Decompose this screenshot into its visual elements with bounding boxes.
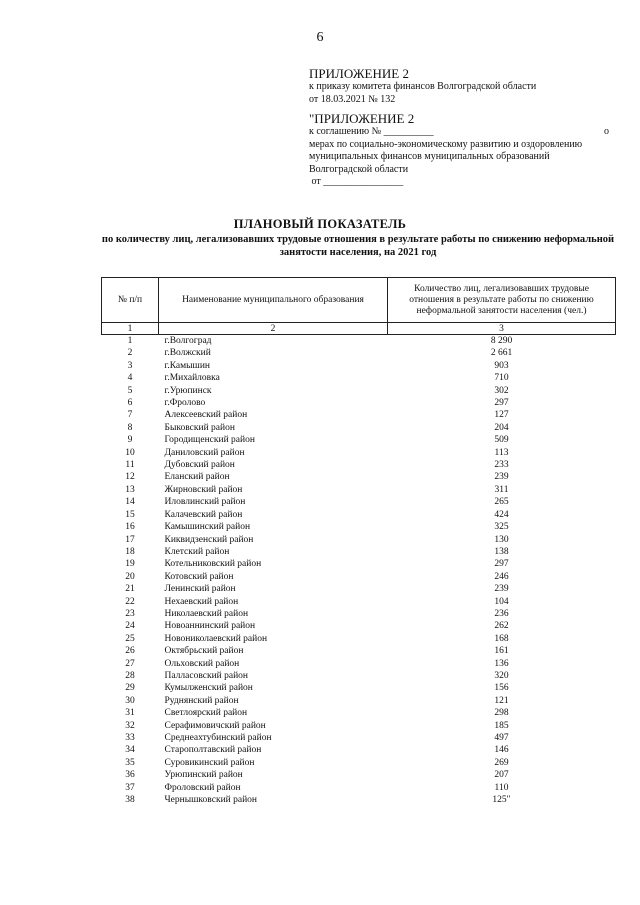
row-index: 10 [125, 447, 135, 458]
row-index: 22 [125, 596, 135, 607]
agreement-subject-line2: муниципальных финансов муниципальных образований [309, 151, 550, 162]
row-value: 710 [494, 373, 509, 384]
row-index: 24 [125, 621, 135, 632]
row-value: 161 [494, 646, 509, 657]
row-index: 13 [125, 484, 135, 495]
table-row [102, 558, 616, 570]
header-municipality: Наименование муниципального образования [159, 278, 388, 323]
row-value: 325 [494, 522, 509, 533]
table-row [102, 682, 616, 694]
table-row [102, 546, 616, 558]
row-value: 168 [494, 633, 509, 644]
appendix-order-date: от 18.03.2021 № 132 [309, 93, 396, 105]
row-municipality: Урюпинский район [164, 770, 243, 781]
row-value: 146 [494, 745, 509, 756]
row-index: 3 [127, 360, 133, 371]
table-row [102, 620, 616, 632]
row-index: 30 [125, 695, 135, 706]
row-index: 33 [125, 733, 135, 743]
table-row [102, 471, 616, 483]
row-value: 104 [494, 596, 509, 607]
table-row [102, 496, 616, 508]
row-value: 239 [494, 472, 509, 483]
row-index: 28 [125, 670, 135, 681]
row-municipality: Октябрьский район [164, 646, 244, 657]
row-municipality: Камышинский район [164, 522, 251, 533]
row-index: 38 [125, 795, 135, 806]
row-value: 302 [494, 385, 509, 396]
table-row [102, 521, 616, 533]
header-count: Количество лиц, легализовавших трудовые отношения в результате работы по снижению неформальной занятости населения (чел.) [388, 278, 616, 323]
row-index: 16 [125, 522, 135, 533]
table-row [102, 645, 616, 657]
table-row [102, 782, 616, 794]
row-value: 125" [492, 795, 511, 806]
row-value: 207 [494, 770, 509, 781]
row-index: 15 [125, 509, 135, 520]
agreement-date-line: от ________________ [309, 176, 404, 187]
row-value: 265 [494, 497, 509, 508]
row-index: 5 [127, 385, 133, 396]
row-municipality: Даниловский район [164, 447, 245, 458]
row-municipality: Чернышковский район [164, 795, 257, 806]
row-value: 121 [494, 695, 509, 706]
table-row [102, 744, 616, 756]
table-row [102, 633, 616, 645]
row-municipality: Новоаннинский район [164, 621, 256, 632]
row-index: 6 [127, 398, 133, 409]
row-index: 4 [127, 373, 133, 384]
row-index: 18 [125, 546, 135, 557]
row-municipality: Городищенский район [164, 435, 255, 446]
row-value: 903 [494, 360, 509, 371]
row-index: 14 [125, 497, 135, 508]
row-municipality: Фроловский район [164, 782, 241, 793]
row-value: 269 [494, 757, 509, 768]
row-municipality: г.Фролово [164, 398, 206, 409]
table-row [102, 372, 616, 384]
row-municipality: Дубовский район [164, 460, 235, 471]
table-row [102, 757, 616, 769]
row-municipality: Быковский район [164, 422, 235, 433]
row-index: 27 [125, 658, 135, 669]
table-row [102, 608, 616, 620]
document-title: ПЛАНОВЫЙ ПОКАЗАТЕЛЬ [233, 217, 407, 231]
row-municipality: Светлоярский район [164, 708, 248, 719]
row-value: 130 [494, 534, 509, 545]
row-value: 246 [494, 571, 509, 582]
appendix-title: ПРИЛОЖЕНИЕ 2 [309, 66, 409, 81]
row-municipality: г.Волжский [164, 348, 211, 359]
table-row [102, 720, 616, 732]
row-index: 11 [125, 460, 135, 471]
table-body [102, 335, 616, 807]
row-value: 497 [494, 733, 509, 743]
row-index: 37 [125, 782, 135, 793]
row-municipality: Руднянский район [164, 695, 239, 706]
table-row [102, 409, 616, 421]
table-row [102, 794, 616, 806]
row-value: 138 [494, 546, 509, 557]
row-index: 32 [125, 720, 135, 731]
row-index: 29 [125, 683, 135, 694]
row-index: 36 [125, 770, 135, 781]
table-row [102, 422, 616, 434]
table-row [102, 484, 616, 496]
document-subtitle: по количеству лиц, легализовавших трудовые отношения в результате работы по снижению неформальной занятости населения, на 2021 год [101, 234, 615, 258]
appendix-title-quoted: "ПРИЛОЖЕНИЕ 2 [309, 111, 415, 126]
page-number: 6 [316, 30, 324, 45]
row-value: 136 [494, 658, 509, 669]
col-number-2: 2 [159, 323, 388, 335]
row-municipality: Ольховский район [164, 658, 240, 669]
row-municipality: г.Михайловка [164, 373, 220, 384]
table-row [102, 397, 616, 409]
table-row [102, 447, 616, 459]
table-row [102, 434, 616, 446]
table-row [102, 596, 616, 608]
row-municipality: Алексеевский район [164, 410, 248, 421]
row-municipality: г.Волгоград [164, 336, 212, 346]
table-row [102, 335, 616, 348]
table-row [102, 385, 616, 397]
row-index: 34 [125, 745, 135, 756]
table-row [102, 732, 616, 744]
appendix-order-line: к приказу комитета финансов Волгоградской области [309, 81, 537, 92]
table-row [102, 571, 616, 583]
row-municipality: Иловлинский район [164, 497, 246, 508]
row-municipality: Серафимовичский район [164, 720, 266, 731]
row-index: 19 [125, 559, 135, 570]
row-municipality: Киквидзенский район [164, 534, 254, 545]
table-row [102, 459, 616, 471]
row-index: 20 [125, 571, 135, 582]
row-index: 2 [127, 348, 133, 359]
row-value: 239 [494, 584, 509, 595]
row-value: 2 661 [490, 348, 513, 359]
table-row [102, 658, 616, 670]
row-municipality: Кумылженский район [164, 683, 253, 694]
agreement-subject-line3: Волгоградской области [309, 163, 409, 175]
row-index: 12 [125, 472, 135, 483]
row-municipality: г.Урюпинск [164, 385, 212, 396]
appendix-block [309, 66, 609, 189]
row-value: 236 [494, 608, 509, 619]
table-row [102, 360, 616, 372]
row-municipality: Котовский район [164, 571, 234, 582]
row-value: 297 [494, 398, 509, 409]
row-value: 298 [494, 708, 509, 719]
row-municipality: Жирновский район [164, 484, 243, 495]
table-row [102, 695, 616, 707]
agreement-subject-line1: мерах по социально-экономическому развитию и оздоровлению [309, 138, 583, 150]
row-municipality: Ленинский район [164, 584, 236, 595]
row-municipality: Клетский район [164, 546, 230, 557]
row-value: 185 [494, 720, 509, 731]
table-row [102, 769, 616, 781]
row-index: 8 [127, 422, 133, 433]
row-value: 127 [494, 410, 509, 421]
row-municipality: г.Камышин [164, 360, 211, 371]
row-value: 8 290 [490, 336, 513, 346]
row-value: 311 [494, 484, 509, 495]
row-value: 509 [494, 435, 509, 446]
row-value: 262 [494, 621, 509, 632]
row-value: 156 [494, 683, 509, 694]
row-value: 297 [494, 559, 509, 570]
table-row [102, 534, 616, 546]
table-row [102, 509, 616, 521]
row-index: 1 [127, 336, 133, 346]
row-municipality: Калачевский район [164, 509, 243, 520]
indicator-table [101, 277, 616, 806]
row-index: 23 [125, 608, 135, 619]
col-number-3: 3 [388, 323, 616, 335]
row-value: 424 [494, 509, 509, 520]
row-index: 9 [127, 435, 133, 446]
agreement-flag: о [604, 126, 609, 137]
row-municipality: Суровикинский район [164, 757, 255, 768]
col-number-1: 1 [102, 323, 159, 335]
row-municipality: Котельниковский район [164, 559, 262, 570]
row-index: 25 [125, 633, 135, 644]
table-row [102, 347, 616, 359]
row-municipality: Николаевский район [164, 608, 249, 619]
row-value: 110 [494, 782, 509, 793]
row-value: 113 [494, 447, 509, 458]
agreement-number-line: к соглашению № __________ [309, 126, 434, 137]
row-value: 320 [494, 670, 509, 681]
table-row [102, 707, 616, 719]
row-index: 7 [127, 410, 133, 421]
row-index: 21 [125, 584, 135, 595]
row-index: 31 [125, 708, 135, 719]
row-municipality: Палласовский район [164, 670, 249, 681]
table-row [102, 670, 616, 682]
row-index: 17 [125, 534, 135, 545]
row-municipality: Среднеахтубинский район [164, 733, 272, 743]
row-municipality: Нехаевский район [164, 596, 239, 607]
row-municipality: Новониколаевский район [164, 633, 268, 644]
row-value: 233 [494, 460, 509, 471]
row-index: 35 [125, 757, 135, 768]
row-municipality: Еланский район [164, 472, 230, 483]
row-value: 204 [494, 422, 509, 433]
header-index: № п/п [102, 278, 159, 323]
row-index: 26 [125, 646, 135, 657]
table-row [102, 583, 616, 595]
row-municipality: Старополтавский район [164, 745, 262, 756]
